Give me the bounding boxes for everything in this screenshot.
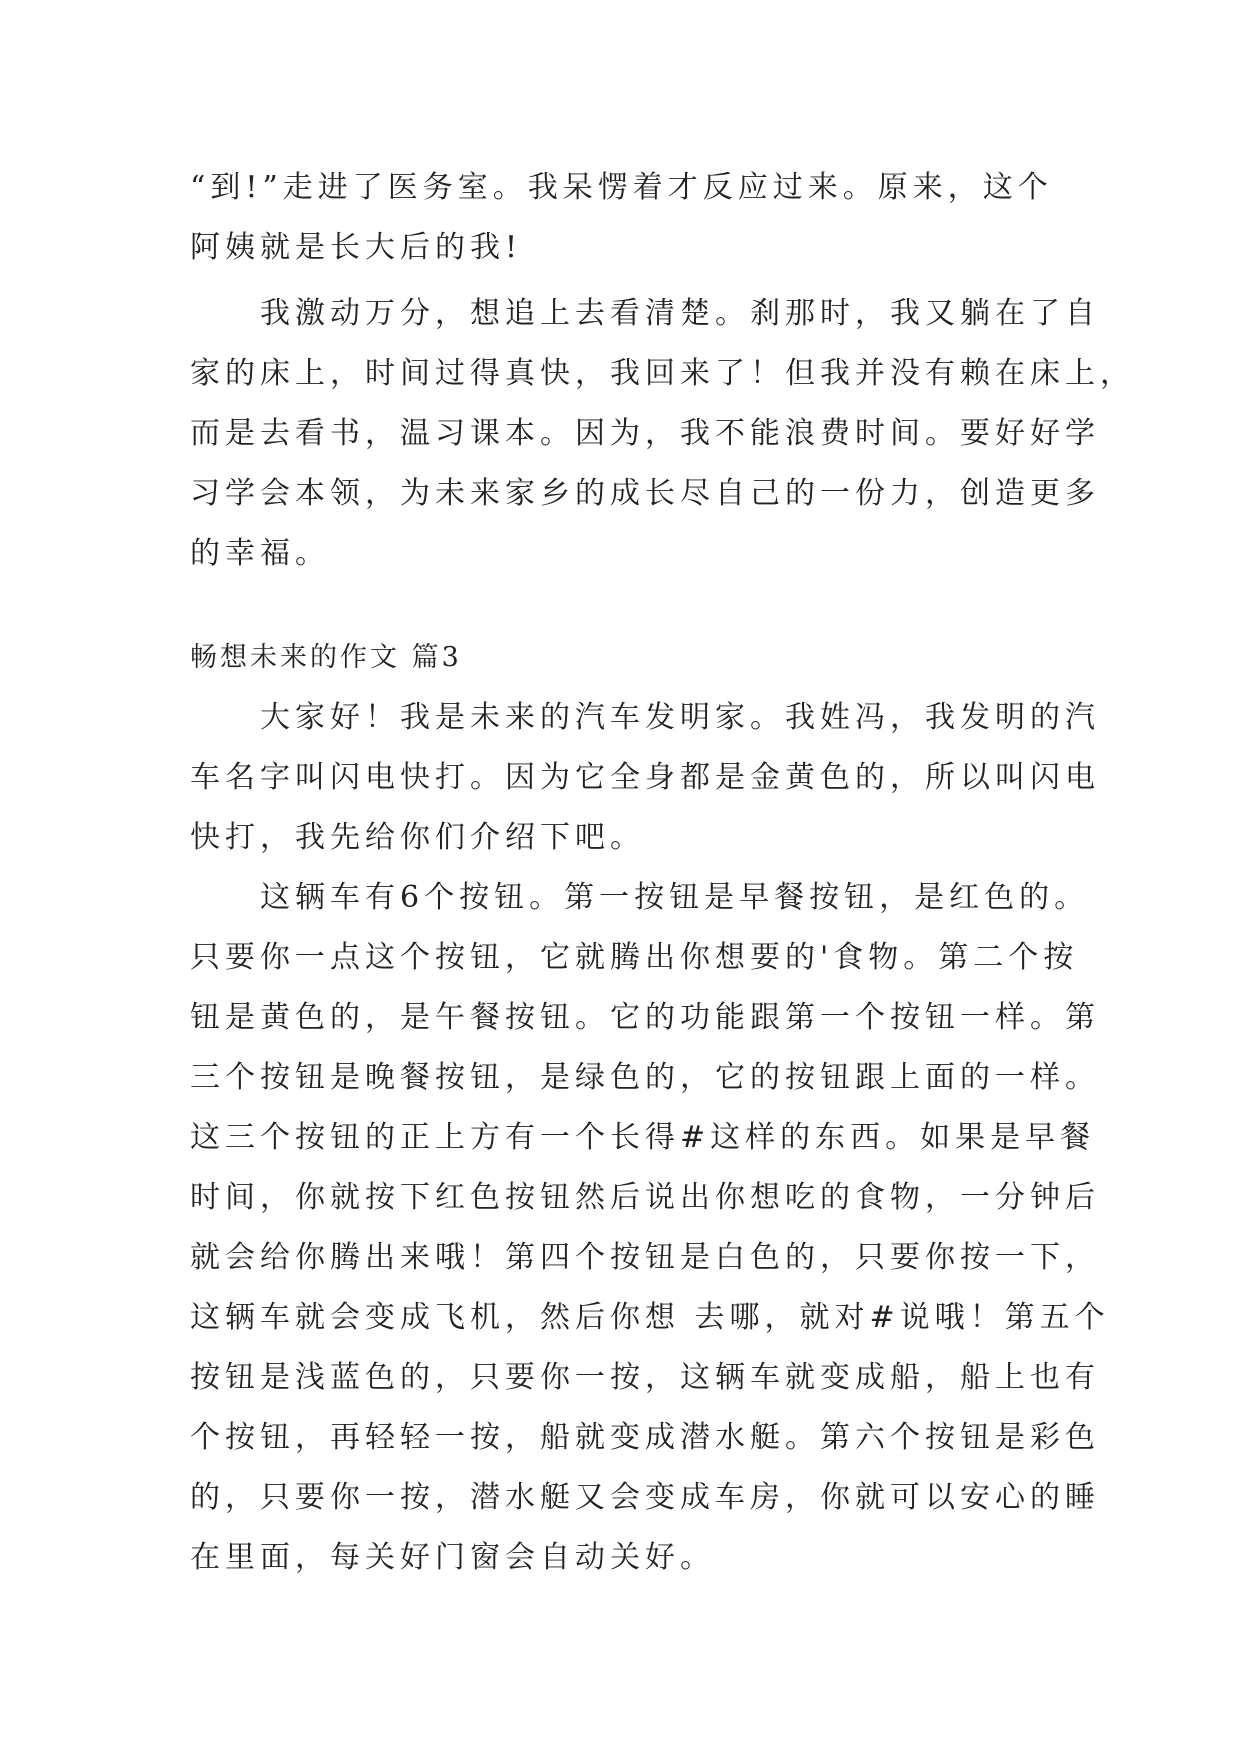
text-line: 钮是黄色的，是午餐按钮。它的功能跟第一个按钮一样。第 [190, 1000, 1100, 1035]
text-line: 时间，你就按下红色按钮然后说出你想吃的食物，一分钟后 [190, 1180, 1100, 1215]
paragraph-continuation [190, 158, 1070, 278]
text-line: 在里面，每关好门窗会自动关好。 [190, 1540, 715, 1575]
text-line: 阿姨就是长大后的我! [190, 230, 523, 265]
text-line: 个按钮，再轻轻一按，船就变成潜水艇。第六个按钮是彩色 [190, 1420, 1100, 1455]
text-line: 三个按钮是晚餐按钮，是绿色的，它的按钮跟上面的一样。 [190, 1060, 1100, 1095]
text-line: 而是去看书，温习课本。因为，我不能浪费时间。要好好学 [190, 416, 1100, 451]
text-line: 这辆车有6个按钮。第一按钮是早餐按钮，是红色的。 [190, 880, 1090, 915]
paragraph [190, 688, 1100, 868]
text-line: 这三个按钮的正上方有一个长得#这样的东西。如果是早餐 [190, 1120, 1096, 1155]
text-line: 我激动万分，想追上去看清楚。刹那时，我又躺在了自 [190, 296, 1100, 331]
text-line: “到!”走进了医务室。我呆愣着才反应过来。原来，这个 [190, 170, 1053, 205]
text-line: 只要你一点这个按钮，它就腾出你想要的'食物。第二个按 [190, 940, 1079, 975]
text-line: 车名字叫闪电快打。因为它全身都是金黄色的，所以叫闪电 [190, 760, 1100, 795]
paragraph [190, 284, 1135, 584]
text-line: 按钮是浅蓝色的，只要你一按，这辆车就变成船，船上也有 [190, 1360, 1100, 1395]
text-line: 习学会本领，为未来家乡的成长尽自己的一份力，创造更多 [190, 476, 1100, 511]
text-line: 大家好！我是未来的汽车发明家。我姓冯，我发明的汽 [190, 700, 1100, 735]
section-spacer [190, 584, 1070, 628]
paragraph [190, 868, 1110, 1588]
text-line: 这辆车就会变成飞机，然后你想 去哪，就对#说哦！第五个 [190, 1300, 1110, 1335]
section-heading: 畅想未来的作文 篇3 [190, 642, 462, 673]
text-line: 的幸福。 [190, 536, 330, 571]
text-line: 的，只要你一按，潜水艇又会变成车房，你就可以安心的睡 [190, 1480, 1100, 1515]
text-line: 快打，我先给你们介绍下吧。 [190, 820, 645, 855]
text-line: 家的床上，时间过得真快，我回来了！但我并没有赖在床上， [190, 356, 1135, 391]
text-line: 就会给你腾出来哦！第四个按钮是白色的，只要你按一下， [190, 1240, 1100, 1275]
document-body [190, 158, 1135, 1588]
